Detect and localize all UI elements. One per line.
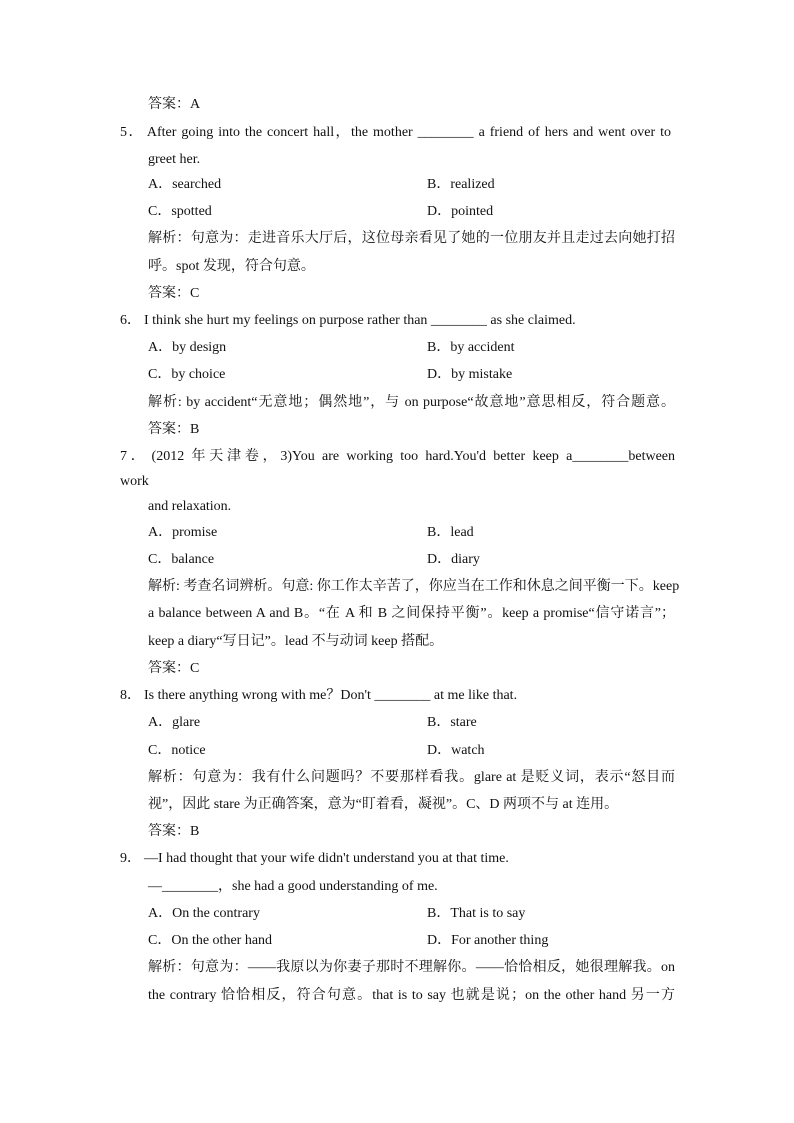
question-7-stem-line-1 [120,448,675,465]
question-8-stem-text: Is there anything wrong with me？Don't ________ at me like that. [144,688,518,703]
question-6-answer: 答案：B [148,422,200,437]
question-7-option-b: B．lead [427,525,474,540]
question-8-option-d: D．watch [427,743,485,758]
question-8-stem-line-1 [120,687,517,704]
question-7-analysis-line-3: keep a diary“写日记”。lead 不与动词 keep 搭配。 [148,634,444,649]
question-6-option-d: D．by mistake [427,367,513,382]
question-7-analysis-line-2: a balance between A and B。“在 A 和 B 之间保持平衡”。keep a promise“信守诺言”； [148,606,675,621]
question-7-answer: 答案：C [148,661,200,676]
question-9-option-c: C．On the other hand [148,933,273,948]
question-6-analysis-line-1: 解析: by accident“无意地；偶然地”，与 on purpose“故意地”意思相反，符合题意。 [148,395,675,410]
question-5-answer: 答案：C [148,286,200,301]
question-9-option-d: D．For another thing [427,933,549,948]
question-8-number: 8． [120,688,141,703]
question-7-option-c: C．balance [148,552,215,567]
question-6-stem-line-1 [120,312,576,329]
question-5-stem-text: After going into the concert hall，the mother ________ a friend of hers and went over to [146,125,672,140]
question-7-stem-text: (2012 年天津卷，3)You are working too hard.You'd better keep a________between [151,449,676,464]
previous-answer: 答案：A [148,97,201,112]
question-7-stem-line-3: and relaxation. [148,499,232,514]
question-7-option-a: A．promise [148,525,218,540]
question-7-analysis-line-1: 解析: 考查名词辨析。句意: 你工作太辛苦了，你应当在工作和休息之间平衡一下。keep [148,579,680,594]
question-5-option-c: C．spotted [148,204,212,219]
question-5-option-a: A．searched [148,177,222,192]
question-7-number: 7． [120,449,149,464]
question-8-analysis-line-2: 视”，因此 stare 为正确答案，意为“盯着看，凝视”。C、D 两项不与 at 连用。 [148,797,619,812]
question-8-option-c: C．notice [148,743,206,758]
question-5-number: 5． [120,125,144,140]
question-8-analysis-line-1: 解析：句意为：我有什么问题吗？不要那样看我。glare at 是贬义词，表示“怒目而 [148,770,675,785]
question-9-number: 9． [120,851,141,866]
question-5-option-b: B．realized [427,177,495,192]
question-9-stem-line-2: —________，she had a good understanding of me. [148,879,438,894]
question-8-answer: 答案：B [148,824,200,839]
question-7-stem-line-2: work [120,474,149,489]
question-5-option-d: D．pointed [427,204,494,219]
question-5-analysis-line-2: 呼。spot 发现，符合句意。 [148,259,315,274]
question-5-stem-line-1 [120,124,671,141]
question-9-analysis-line-1: 解析：句意为：——我原以为你妻子那时不理解你。——恰恰相反，她很理解我。on [148,960,675,975]
question-9-stem-line-1 [120,850,509,867]
question-5-analysis-line-1: 解析：句意为：走进音乐大厅后，这位母亲看见了她的一位朋友并且走过去向她打招 [148,231,675,246]
question-6-option-b: B．by accident [427,340,515,355]
question-6-stem-text: I think she hurt my feelings on purpose rather than ________ as she claimed. [144,313,576,328]
question-9-option-a: A．On the contrary [148,906,260,921]
question-6-option-a: A．by design [148,340,227,355]
question-5-stem-line-2: greet her. [148,152,201,167]
question-6-number: 6． [120,313,141,328]
question-7-option-d: D．diary [427,552,480,567]
question-9-analysis-line-2: the contrary 恰恰相反，符合句意。that is to say 也就是说；on the other hand 另一方 [148,988,675,1003]
question-9-option-b: B．That is to say [427,906,526,921]
question-9-stem-text: —I had thought that your wife didn't understand you at that time. [144,851,509,866]
question-8-option-b: B．stare [427,715,477,730]
question-6-option-c: C．by choice [148,367,226,382]
question-8-option-a: A．glare [148,715,201,730]
